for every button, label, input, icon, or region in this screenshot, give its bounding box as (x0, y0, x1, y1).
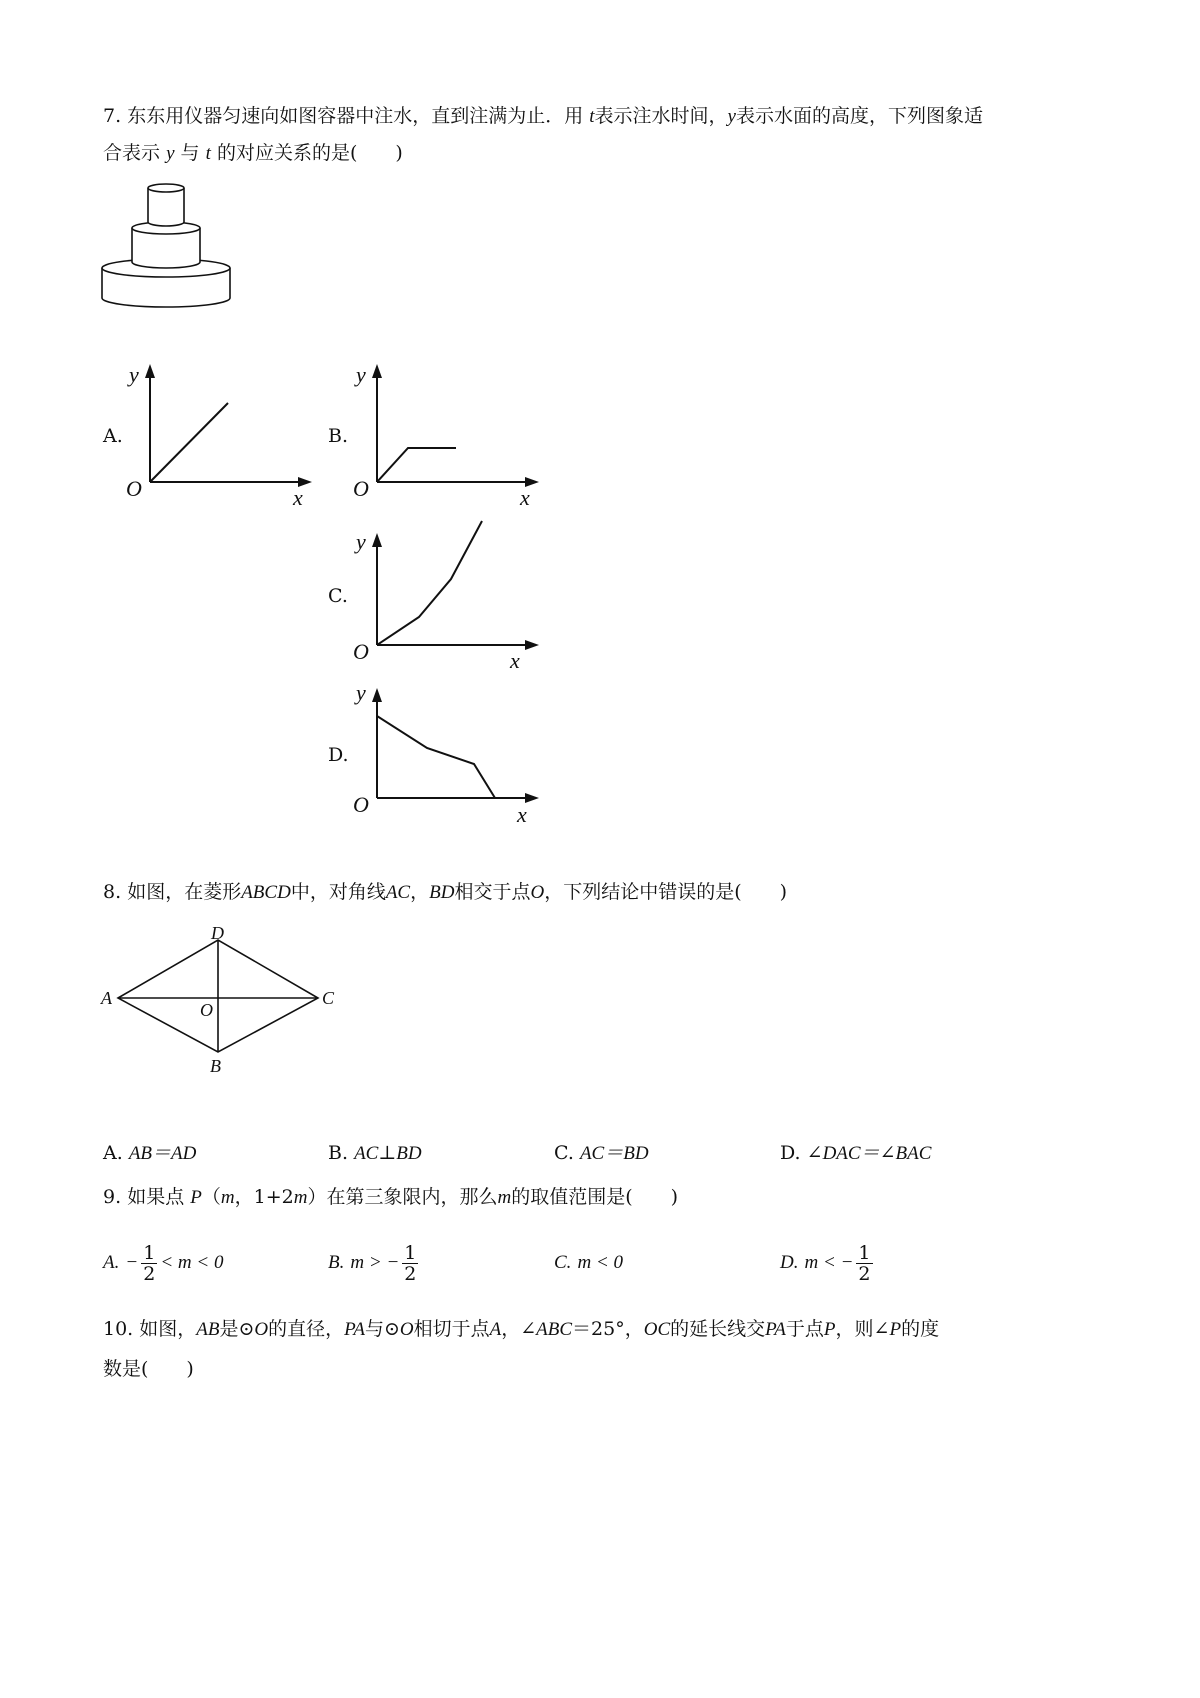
q7-var-t: t (589, 106, 595, 127)
q9-text: （ (201, 1186, 221, 1208)
q9-option-a-post: < m < 0 (160, 1252, 224, 1273)
q7-graph-d-x-label: x (517, 802, 527, 827)
q10-line-1 (103, 1317, 939, 1342)
q9-option-a-pre: − (125, 1252, 139, 1273)
q7-text: 合表示 (103, 142, 161, 164)
q7-graph-b-origin-label: O (353, 476, 369, 501)
q10-text: 与⊙ (364, 1318, 400, 1340)
fraction-one-half (402, 1243, 418, 1284)
q9-option-b-label: B. (328, 1252, 345, 1273)
q10-number: 10. (103, 1318, 134, 1340)
rhombus-label-o: O (200, 1000, 213, 1020)
q10-var: O (254, 1319, 269, 1340)
q10-var: O (399, 1319, 414, 1340)
fraction-denominator: 2 (143, 1262, 156, 1285)
q8-option-d (780, 1141, 931, 1166)
fraction-one-half (856, 1243, 872, 1284)
q7-graph-a-x-label: x (293, 485, 303, 510)
q8-var: AC (385, 882, 411, 903)
q8-option-a-label: A. (103, 1142, 123, 1164)
q8-var: ABCD (241, 882, 291, 903)
q9-var: P (190, 1187, 202, 1208)
q8-text: ， (410, 881, 430, 903)
q9-number: 9. (103, 1186, 122, 1208)
q9-option-a-label: A. (103, 1252, 120, 1273)
q9-text: ，1+2 (234, 1186, 294, 1208)
q7-option-d-label: D. (328, 744, 349, 766)
rhombus-label-c: C (322, 988, 335, 1008)
q10-var: ABC (536, 1319, 573, 1340)
q8-option-c-label: C. (554, 1142, 574, 1164)
fraction-one-half (141, 1243, 157, 1284)
q9-option-d-label: D. (780, 1252, 799, 1273)
q9-text: 如果点 (127, 1186, 185, 1208)
q7-graph-b-y-label: y (356, 362, 366, 387)
q7-option-b-label: B. (328, 425, 349, 447)
q9-option-d-pre: m < − (804, 1252, 854, 1273)
q7-graph-c-x-label: x (510, 648, 520, 673)
q10-text: 的延长线交 (670, 1318, 766, 1340)
q7-graph-d (347, 680, 547, 840)
q7-graph-d-y-label: y (356, 680, 366, 705)
rhombus-label-a: A (101, 988, 112, 1008)
q10-text: ，∠ (501, 1318, 537, 1340)
rhombus-label-d: D (211, 923, 224, 943)
q8-stem (103, 880, 787, 905)
q8-var: BD (429, 882, 455, 903)
q7-text: 表示注水时间， (594, 105, 728, 127)
q10-text: 的度 (901, 1318, 940, 1340)
q9-option-a (103, 1238, 223, 1287)
q9-var: m (220, 1187, 235, 1208)
q7-text: 的对应关系的是( ) (216, 142, 403, 164)
fraction-numerator: 1 (858, 1241, 871, 1264)
q10-text: 于点 (785, 1318, 824, 1340)
q8-option-a (103, 1141, 196, 1166)
q7-line-2 (103, 141, 403, 166)
q9-option-c (554, 1238, 623, 1287)
q10-var: OC (643, 1319, 671, 1340)
q8-text: 如图，在菱形 (127, 881, 242, 903)
q10-var: AB (196, 1319, 220, 1340)
q10-line-2: 数是( ) (103, 1358, 194, 1380)
q7-graph-c (347, 515, 547, 675)
q8-option-b-label: B. (328, 1142, 349, 1164)
q9-option-c-text: m < 0 (577, 1252, 624, 1273)
q10-text: 的直径， (268, 1318, 345, 1340)
q8-number: 8. (103, 881, 122, 903)
q9-option-c-label: C. (554, 1252, 572, 1273)
q10-text: 相切于点 (413, 1318, 490, 1340)
q10-text: ，则∠ (835, 1318, 890, 1340)
fraction-denominator: 2 (858, 1262, 871, 1285)
q8-option-d-text: ∠DAC＝∠BAC (806, 1143, 932, 1164)
q9-option-b-pre: m > − (350, 1252, 400, 1273)
q7-graph-b-x-label: x (520, 485, 530, 510)
q7-text: 表示水面的高度，下列图象适 (735, 105, 983, 127)
fraction-numerator: 1 (143, 1241, 156, 1264)
q7-graph-c-y-label: y (356, 529, 366, 554)
q7-var-y: y (727, 106, 736, 127)
q7-option-c-label: C. (328, 585, 348, 607)
q10-var: PA (765, 1319, 786, 1340)
q8-option-c-text: AC＝BD (579, 1143, 649, 1164)
q8-option-b-text: AC⊥BD (354, 1143, 422, 1164)
q7-graph-d-origin-label: O (353, 792, 369, 817)
q10-var: P (889, 1319, 902, 1340)
q7-option-a-label: A. (103, 425, 123, 447)
q10-var: P (823, 1319, 836, 1340)
rhombus-figure (100, 920, 360, 1080)
q10-text: 如图， (139, 1318, 197, 1340)
q7-graph-b (347, 360, 547, 510)
q7-graph-a-origin-label: O (126, 476, 142, 501)
fraction-denominator: 2 (404, 1262, 417, 1285)
q8-option-b (328, 1141, 422, 1166)
q9-text: 的取值范围是( ) (511, 1186, 679, 1208)
container-figure (100, 180, 240, 310)
q7-var-y: y (166, 143, 175, 164)
q9-text: ）在第三象限内，那么 (307, 1186, 498, 1208)
rhombus-label-b: B (210, 1056, 221, 1076)
q9-var: m (497, 1187, 512, 1208)
q7-line-1 (103, 104, 983, 129)
q7-text: 东东用仪器匀速向如图容器中注水，直到注满为止．用 (127, 105, 584, 127)
q10-var: A (489, 1319, 502, 1340)
q8-text: 中，对角线 (290, 881, 386, 903)
q9-option-d (780, 1238, 876, 1287)
q9-option-b (328, 1238, 421, 1287)
fraction-numerator: 1 (404, 1241, 417, 1264)
q8-option-d-label: D. (780, 1142, 801, 1164)
q8-text: ，下列结论中错误的是( ) (544, 881, 788, 903)
q8-text: 相交于点 (454, 881, 531, 903)
q7-graph-c-origin-label: O (353, 639, 369, 664)
q10-text: ＝25°， (572, 1318, 644, 1340)
q7-text: 与 (180, 142, 200, 164)
q8-option-a-text: AB＝AD (128, 1143, 197, 1164)
q9-var: m (293, 1187, 308, 1208)
q9-stem (103, 1185, 678, 1210)
q8-option-c (554, 1141, 649, 1166)
q7-number: 7. (103, 105, 122, 127)
q7-var-t: t (205, 143, 211, 164)
q10-text: 是⊙ (219, 1318, 255, 1340)
q7-graph-a (120, 360, 320, 510)
q8-var: O (530, 882, 545, 903)
q10-var: PA (344, 1319, 365, 1340)
q7-graph-a-y-label: y (129, 362, 139, 387)
